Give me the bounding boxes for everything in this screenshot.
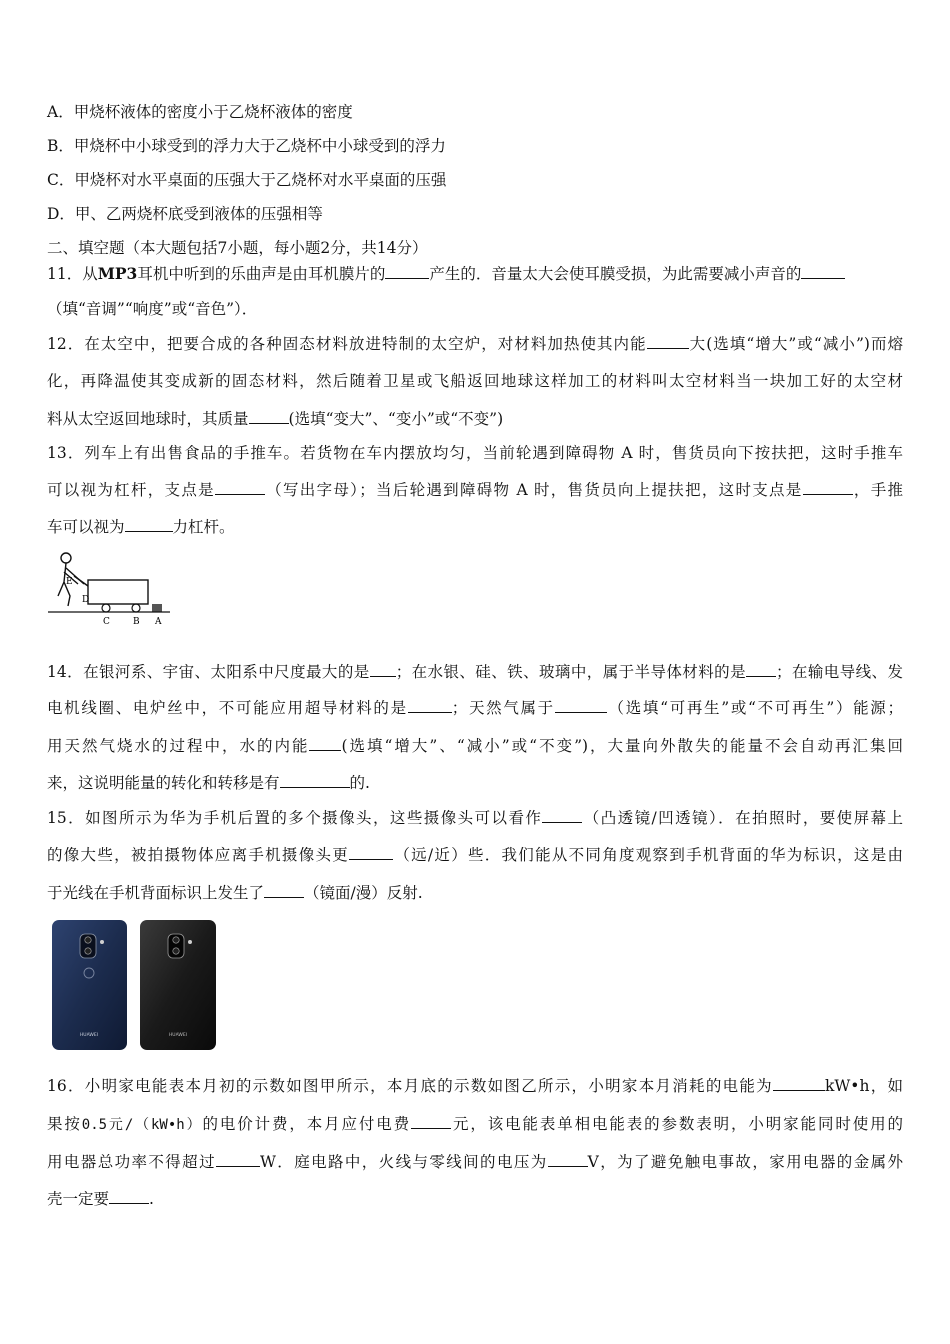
cart-figure bbox=[44, 550, 174, 628]
front-wheel bbox=[132, 604, 140, 612]
q16-line-4: 壳一定要 . bbox=[47, 1190, 154, 1208]
q14-blank-2[interactable] bbox=[746, 662, 776, 677]
option-c: C．甲烧杯对水平桌面的压强大于乙烧杯对水平桌面的压强 bbox=[47, 171, 447, 189]
rear-wheel bbox=[102, 604, 110, 612]
q13-blank-3[interactable] bbox=[125, 517, 173, 532]
q15-blank-3[interactable] bbox=[264, 883, 304, 898]
q15-line-3: 于光线在手机背面标识上发生了 （镜面/漫）反射. bbox=[47, 884, 423, 902]
q16-blank-2[interactable] bbox=[411, 1114, 451, 1129]
q11-blank-1[interactable] bbox=[385, 264, 429, 279]
label-a: A bbox=[155, 617, 162, 627]
q16-blank-1[interactable] bbox=[773, 1076, 825, 1091]
option-d: D．甲、乙两烧杯底受到液体的压强相等 bbox=[47, 205, 323, 223]
q13-blank-2[interactable] bbox=[803, 480, 853, 495]
q12-line-1: 12．在太空中，把要合成的各种固态材料放进特制的太空炉，对材料加热使其内能 大(选填“增大”或“减小”)而熔 bbox=[47, 335, 903, 353]
q12-blank-2[interactable] bbox=[249, 409, 289, 424]
q13-line-2: 可以视为杠杆，支点是 （写出字母）；当后轮遇到障碍物 A 时，售货员向上提扶把，这时支点是 ，手推 bbox=[47, 481, 903, 499]
q15-blank-2[interactable] bbox=[349, 845, 393, 860]
q12-blank-1[interactable] bbox=[647, 334, 689, 349]
q16-line-3: 用电器总功率不得超过 W．庭电路中，火线与零线间的电压为 V，为了避免触电事故，家用电器的金属外 bbox=[47, 1153, 903, 1171]
option-a: A．甲烧杯液体的密度小于乙烧杯液体的密度 bbox=[47, 103, 353, 121]
cart-body bbox=[88, 580, 148, 604]
q16-blank-5[interactable] bbox=[109, 1189, 149, 1204]
person-head bbox=[61, 553, 71, 563]
q14-line-4: 来，这说明能量的转化和转移是有 的. bbox=[47, 774, 370, 792]
q11-blank-2[interactable] bbox=[801, 264, 845, 279]
q16-line-2: 果按0.5元/（kW•h）的电价计费，本月应付电费 元，该电能表单相电能表的参数表明，小明家能同时使用的 bbox=[47, 1115, 903, 1133]
q14-blank-3[interactable] bbox=[408, 698, 452, 713]
q14-blank-5[interactable] bbox=[309, 736, 341, 751]
q15-blank-1[interactable] bbox=[542, 808, 582, 823]
q12-line-2: 化，再降温使其变成新的固态材料，然后随着卫星或飞船返回地球这样加工的材料叫太空材料当一块加工好的太空材 bbox=[47, 372, 903, 390]
phones-figure bbox=[50, 918, 220, 1052]
q14-blank-6[interactable] bbox=[280, 773, 350, 788]
section-heading: 二、填空题（本大题包括7小题，每小题2分，共14分） bbox=[47, 239, 428, 257]
cart-handle bbox=[74, 576, 88, 586]
q11-line-1: 11．从MP3耳机中听到的乐曲声是由耳机膜片的 产生的．音量太大会使耳膜受损，为此需要减小声音的 bbox=[47, 263, 845, 285]
label-e: E bbox=[66, 577, 73, 587]
q14-blank-1[interactable] bbox=[370, 662, 396, 677]
phone-brand-black: HUAWEI bbox=[168, 1033, 188, 1038]
q13-line-1: 13．列车上有出售食品的手推车。若货物在车内摆放均匀，当前轮遇到障碍物 A 时，售货员向下按扶把，这时手推车 bbox=[47, 444, 903, 462]
obstacle bbox=[152, 604, 162, 612]
option-b: B．甲烧杯中小球受到的浮力大于乙烧杯中小球受到的浮力 bbox=[47, 137, 446, 155]
q14-blank-4[interactable] bbox=[555, 698, 607, 713]
label-d: D bbox=[82, 595, 90, 605]
q16-line-1: 16．小明家电能表本月初的示数如图甲所示，本月底的示数如图乙所示，小明家本月消耗的电能为 kW•h，如 bbox=[47, 1077, 904, 1095]
q11-line-2: （填“音调”“响度”或“音色”）． bbox=[47, 300, 258, 318]
label-b: B bbox=[133, 617, 140, 627]
q14-line-3: 用天然气烧水的过程中，水的内能 (选填“增大”、“减小”或“不变”)，大量向外散失的能量不会自动再汇集回 bbox=[47, 737, 903, 755]
q12-line-3: 料从太空返回地球时，其质量 (选填“变大”、“变小”或“不变”) bbox=[47, 410, 504, 428]
q15-line-2: 的像大些，被拍摄物体应离手机摄像头更 （远/近）些．我们能从不同角度观察到手机背面的华为标识，这是由 bbox=[47, 846, 903, 864]
q13-blank-1[interactable] bbox=[215, 480, 265, 495]
q14-line-2: 电机线圈、电炉丝中，不可能应用超导材料的是 ；天然气属于 （选填“可再生”或“不可再生”）能源； bbox=[47, 699, 903, 717]
q13-line-3: 车可以视为 力杠杆。 bbox=[47, 518, 235, 536]
q16-blank-4[interactable] bbox=[548, 1152, 588, 1167]
label-c: C bbox=[103, 617, 110, 627]
q14-line-1: 14．在银河系、宇宙、太阳系中尺度最大的是 ；在水银、硅、铁、玻璃中，属于半导体材料的是 ；在输电导线、发 bbox=[47, 663, 903, 681]
phone-brand-blue: HUAWEI bbox=[79, 1033, 99, 1038]
q16-blank-3[interactable] bbox=[216, 1152, 260, 1167]
q15-line-1: 15．如图所示为华为手机后置的多个摄像头，这些摄像头可以看作 （凸透镜/凹透镜）．在拍照时，要使屏幕上 bbox=[47, 809, 903, 827]
